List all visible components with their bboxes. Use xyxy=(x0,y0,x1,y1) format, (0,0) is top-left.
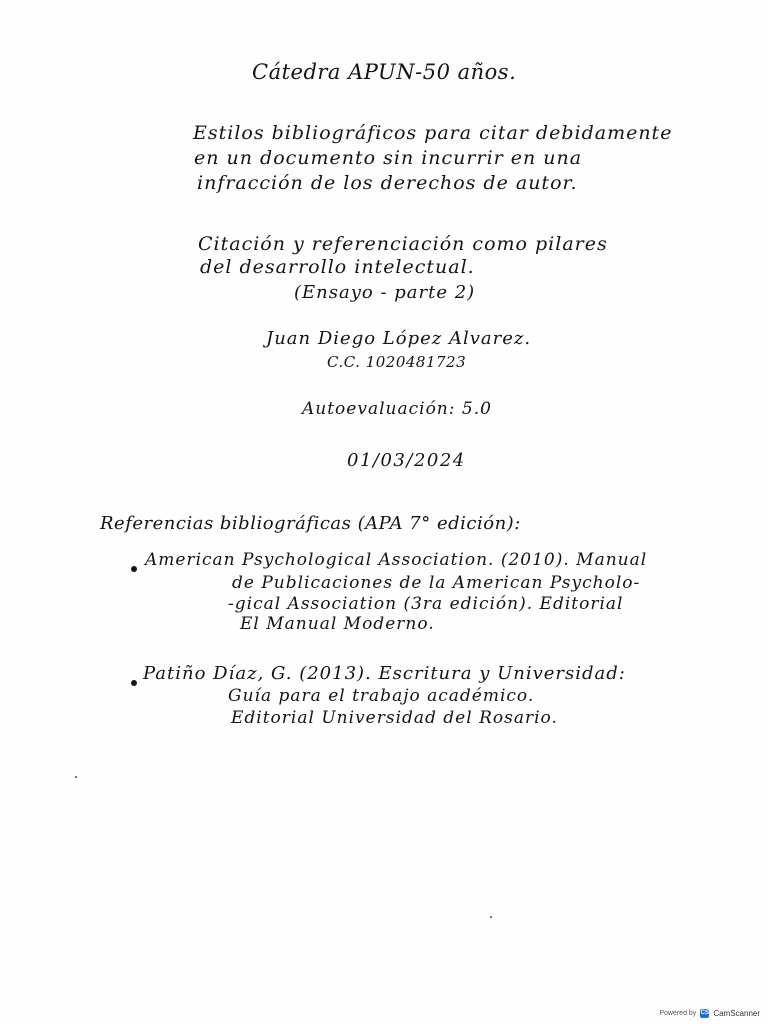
scan-speck xyxy=(490,916,492,918)
references-heading: Referencias bibliográficas (APA 7° edición): xyxy=(100,513,521,534)
bullet-icon xyxy=(131,680,137,686)
camscanner-logo-icon: CS xyxy=(700,1010,709,1016)
document-date: 01/03/2024 xyxy=(347,450,466,471)
reference-1-line-3: -gical Association (3ra edición). Editorial xyxy=(228,594,624,614)
reference-1-line-2: de Publicaciones de la American Psycholo- xyxy=(232,573,641,593)
subject-line-4: Citación y referenciación como pilares xyxy=(198,233,608,255)
reference-1-line-4: El Manual Moderno. xyxy=(240,614,435,634)
author-name: Juan Diego López Alvarez. xyxy=(266,328,532,349)
reference-2-line-3: Editorial Universidad del Rosario. xyxy=(231,708,558,728)
self-evaluation: Autoevaluación: 5.0 xyxy=(302,399,492,419)
essay-label: (Ensayo - parte 2) xyxy=(294,282,476,303)
document-title: Cátedra APUN-50 años. xyxy=(252,60,517,84)
watermark-powered-by: Powered by xyxy=(659,1010,697,1017)
reference-1-line-1: American Psychological Association. (2010). Manual xyxy=(145,550,648,570)
author-id: C.C. 1020481723 xyxy=(327,353,467,371)
subject-line-5: del desarrollo intelectual. xyxy=(200,256,475,278)
reference-2-line-2: Guía para el trabajo académico. xyxy=(228,686,535,706)
subject-line-3: infracción de los derechos de autor. xyxy=(197,172,578,194)
camscanner-watermark xyxy=(659,1009,760,1018)
subject-line-1: Estilos bibliográficos para citar debidamente xyxy=(193,122,673,144)
reference-2-line-1: Patiño Díaz, G. (2013). Escritura y Universidad: xyxy=(143,663,626,684)
watermark-app-name: CamScanner xyxy=(713,1009,760,1018)
bullet-icon xyxy=(131,566,137,572)
scan-speck xyxy=(75,776,77,778)
subject-line-2: en un documento sin incurrir en una xyxy=(194,147,583,169)
